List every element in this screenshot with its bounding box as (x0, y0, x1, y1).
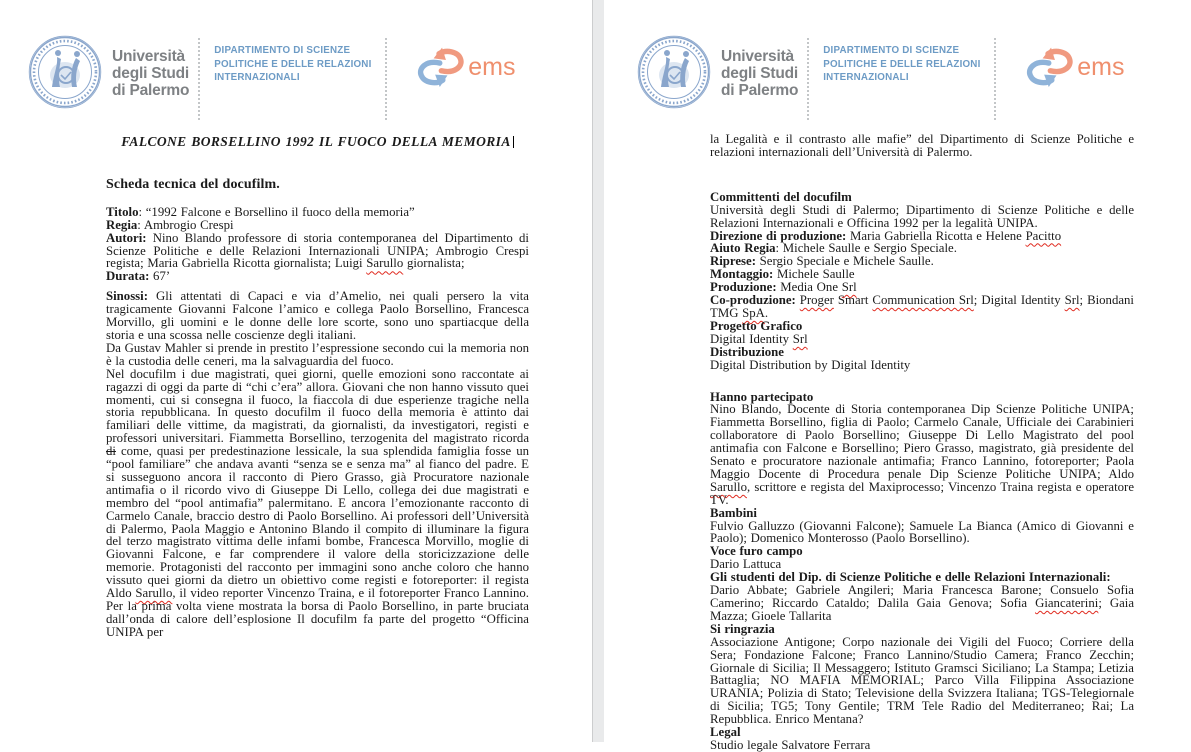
university-wordmark (112, 48, 189, 99)
page2-text-column[interactable] (710, 133, 1134, 752)
university-seal-logo (28, 35, 102, 109)
credit-produzione: Produzione: Media One Srl (710, 280, 857, 295)
heading-bambini: Bambini (710, 505, 757, 520)
synopsis-paragraph-1: Sinossi: Gli attentati di Capaci e via d’Amelio, nei quali persero la vita tragicamente Giovanni Falcone l’amico e collega Paolo Borsellino, Francesca Morvillo, gli uomini e le donne delle lore scorte, sono uno spartiacque della storia e una scossa nelle coscienze degli italiani. (106, 289, 529, 342)
text-cursor (513, 136, 514, 148)
department-name-line: DIPARTIMENTO DI SCIENZE (823, 45, 960, 56)
ringraziamenti-text: Associazione Antigone; Corpo nazionale dei Vigili del Fuoco; Corriere della Sera; Fondazione Falcone; Franco Lannino/Studio Camera; Franco Zecchin; Giornale di Sicilia; Il Messaggero; Istituto Gramsci Siciliano; La Stampa; Letizia Battaglia; NO MAFIA MEMORIAL; Parco Villa Filippina Associazione URANIA; Polizia di Stato; Televisione della Svizzera Italiana; TGS-Telegiornale di Sicilia; TG5; Tony Gentile; TRM Tele Radio del Mediterraneo; Rai; La Repubblica. Enrico Mentana? (710, 634, 1134, 727)
synopsis-paragraph-3: Nel docufilm i due magistrati, quei giorni, quelle emozioni sono raccontate ai ragazzi di oggi da parte di “chi c’era” allora. Giovani che non hanno vissuto quei momenti, cui si consegna il fuoco, la fiaccola di due esperienze tragiche nella storia repubblicana. In questo docufilm il fuoco della memoria è attinto dai familiari delle vittime, da magistrati, da giornalisti, da investigatori, registi e professori universitari. Fiammetta Borsellino, terzogenita del magistrato ricorda di come, quasi per predestinazione lessicale, la sua splendida famiglia fosse un “pool familiare” che andava avanti “senza se e senza ma” al fianco del padre. E si susseguono ancora il racconto di Piero Grasso, già Procuratore nazionale antimafia o il ricordo vivo di Giuseppe Di Lello, collega dei due magistrati e membro del “pool antimafia” palermitano. E ancora l’emozionante racconto di Carmelo Canale, braccio destro di Paolo Borsellino. Ai professori dell’Università di Palermo, Paola Maggio e Antonino Blando il compito di illuminare la figura del terzo magistrato vittima delle infami bombe, Francesca Morvillo, moglie di Giovanni Falcone, e far comprendere il valore della storicizzazione delle memorie. Protagonisti del racconto per immagini sono anche coloro che hanno vissuto quei giorni da dietro un obiettivo come registi e fotoreporter: il regista Aldo Sarullo, il video reporter Vincenzo Traina, e il fotoreporter Franco Lannino. Per la prima volta viene mostrata la borsa di Paolo Borsellino, in parte bruciata dall’onda di calore dell’esplosione Il docufilm fa parte del progetto “Officina UNIPA per (106, 366, 530, 639)
heading-progetto-grafico: Progetto Grafico (710, 318, 803, 333)
field-titolo: Titolo: “1992 Falcone e Borsellino il fuoco della memoria” (106, 204, 415, 219)
page1-text-column[interactable] (106, 130, 529, 639)
spacer (106, 149, 529, 179)
progetto-grafico-text: Digital Identity Srl (710, 331, 808, 346)
heading-committenti: Committenti del docufilm (710, 189, 852, 204)
credit-coproduzione: Co-produzione: Proger Smart Communication Srl; Digital Identity Srl; Biondani TMG SpA. (710, 293, 1134, 320)
header-divider (385, 38, 387, 120)
spacer (710, 159, 1134, 191)
distribuzione-text: Digital Distribution by Digital Identity (710, 357, 911, 372)
department-name-line: POLITICHE E DELLE RELAZIONI (214, 58, 372, 70)
ems-logo (412, 40, 515, 100)
studenti-text: Dario Abbate; Gabriele Angileri; Maria Francesca Barone; Consuelo Sofia Camerino; Riccardo Cataldo; Dalila Gaia Genova; Sofia Giancaterini; Gaia Mazza; Gioele Tallarita (710, 583, 1134, 623)
department-name-line: DIPARTIMENTO DI SCIENZE (214, 45, 351, 56)
section-heading: Scheda tecnica del docufilm. (106, 176, 280, 192)
university-name-line: di Palermo (721, 82, 799, 99)
credit-montaggio: Montaggio: Michele Saulle (710, 267, 855, 282)
document-page-1[interactable] (0, 0, 592, 742)
credit-direzione: Direzione di produzione: Maria Gabriella Ricotta e Helene Pacitto (710, 228, 1062, 243)
department-name-line: INTERNAZIONALI (214, 72, 300, 83)
field-regia: Regia: Ambrogio Crespi (106, 217, 234, 232)
committenti-text: Università degli Studi di Palermo; Dipartimento di Scienze Politiche e delle Relazioni Internazionali e Officina 1992 per la legalità UNIPA. (710, 202, 1134, 230)
voce-furo-campo-text: Dario Lattuca (710, 557, 782, 572)
university-name-line: degli Studi (112, 65, 190, 82)
header-divider (994, 38, 996, 120)
legal-text: Studio legale Salvatore Ferrara (710, 737, 871, 752)
heading-distribuzione: Distribuzione (710, 344, 784, 359)
page1-header (0, 35, 592, 120)
ems-swirl-icon (412, 40, 466, 100)
ems-logo-text: ems (468, 52, 516, 81)
page2-header (604, 35, 1191, 120)
university-name-line: degli Studi (721, 65, 799, 82)
heading-voce-furo-campo: Voce furo campo (710, 544, 803, 559)
bambini-text: Fulvio Galluzzo (Giovanni Falcone); Samuele La Bianca (Amico di Giovanni e Paolo); Domenico Monterosso (Paolo Borsellino). (710, 518, 1134, 546)
spacer (710, 372, 1134, 391)
header-divider (198, 38, 200, 120)
credit-riprese: Riprese: Sergio Speciale e Michele Saulle. (710, 254, 934, 269)
university-name-line: di Palermo (112, 82, 190, 99)
university-seal-logo (637, 35, 711, 109)
field-durata: Durata: 67’ (106, 269, 171, 284)
university-wordmark (721, 48, 798, 99)
university-name-line: Università (721, 48, 794, 65)
docufilm-title: FALCONE BORSELLINO 1992 IL FUOCO DELLA MEMORIA (106, 136, 529, 149)
ems-swirl-icon (1021, 40, 1075, 100)
field-autori: Autori: Nino Blando professore di storia contemporanea del Dipartimento di Scienze Politiche e delle Relazioni Internazionali UNIPA; Ambrogio Crespi regista; Maria Gabriella Ricotta giornalista; Luigi Sarullo giornalista; (106, 230, 529, 271)
heading-studenti: Gli studenti del Dip. di Scienze Politiche e delle Relazioni Internazionali: (710, 570, 1111, 585)
document-page-2[interactable] (604, 0, 1191, 752)
partecipanti-text: Nino Blando, Docente di Storia contemporanea Dip Scienze Politiche UNIPA; Fiammetta Borsellino, figlia di Paolo; Carmelo Canale, Ufficiale dei Carabinieri collaboratore di Paolo Borsellino; Giuseppe Di Lello Magistrato del pool antimafia con Falcone e Borsellino; Piero Grasso, magistrato, già presidente del Senato e procuratore nazionale antimafia; Franco Lannino, fotoreporter; Paola Maggio Docente di Procedura penale Dip Scienze Politiche UNIPA; Aldo Sarullo, scrittore e regista del Maxiprocesso; Vincenzo Traina regista e operatore TV. (710, 402, 1134, 507)
ems-logo-text: ems (1077, 52, 1125, 81)
heading-hanno-partecipato: Hanno partecipato (710, 389, 814, 404)
credit-aiuto-regia: Aiuto Regia: Michele Saulle e Sergio Speciale. (710, 241, 957, 256)
department-name-line: INTERNAZIONALI (823, 72, 909, 83)
header-divider (807, 38, 809, 120)
department-name-line: POLITICHE E DELLE RELAZIONI (823, 58, 981, 70)
spacer (106, 192, 529, 206)
department-name (823, 44, 981, 85)
heading-si-ringrazia: Si ringrazia (710, 621, 775, 636)
university-name-line: Università (112, 48, 185, 65)
synopsis-paragraph-2: Da Gustav Mahler si prende in prestito l’espressione secondo cui la memoria non è la custodia delle ceneri, ma la salvaguardia del fuoco. (106, 340, 529, 368)
continuation-paragraph: la Legalità e il contrasto alle mafie” del Dipartimento di Scienze Politiche e relazioni internazionali dell’Università di Palermo. (710, 132, 1134, 159)
heading-legal: Legal (710, 725, 741, 740)
department-name (214, 44, 372, 85)
ems-logo (1021, 40, 1124, 100)
